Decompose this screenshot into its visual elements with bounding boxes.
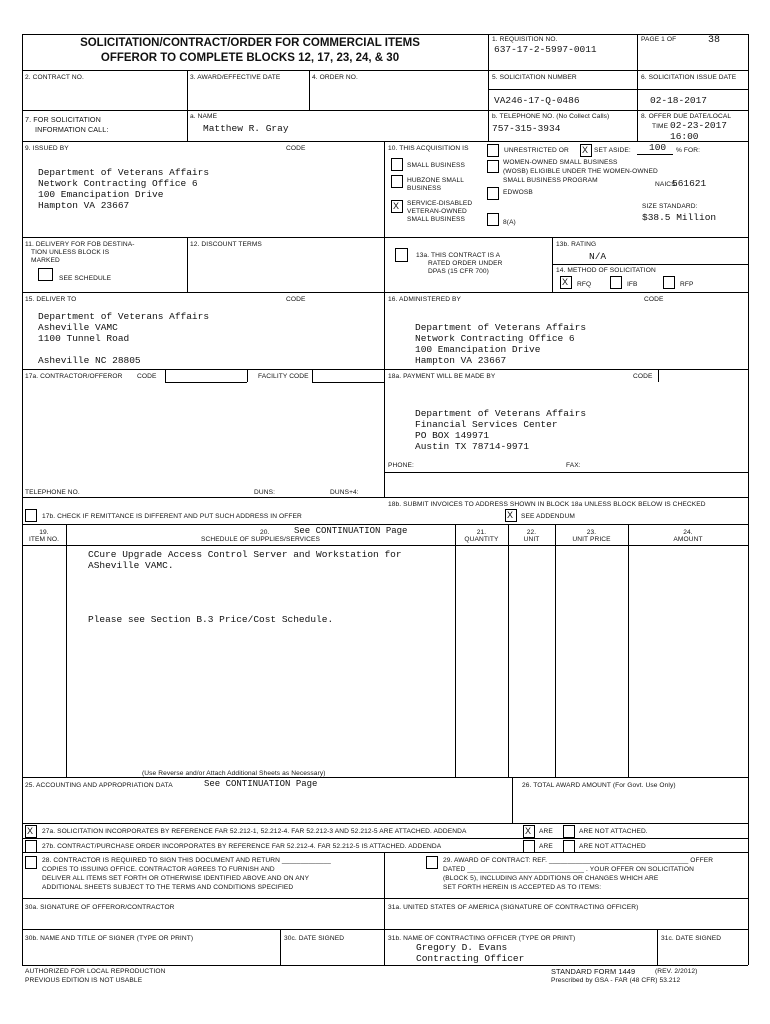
- col24-label: AMOUNT: [673, 536, 703, 543]
- set-aside-pct: 100: [649, 142, 667, 153]
- footer-prescribed: Prescribed by GSA - FAR (48 CFR) 53.212: [551, 977, 681, 984]
- eight-a-checkbox[interactable]: [487, 213, 499, 226]
- set-aside-pct-box[interactable]: [637, 143, 673, 155]
- fob-label-2: TION UNLESS BLOCK IS: [31, 249, 110, 256]
- see-addendum-label: SEE ADDENDUM: [521, 513, 575, 520]
- col21-num: 21.: [476, 529, 487, 536]
- remittance-checkbox[interactable]: [25, 509, 37, 522]
- date30c-label: 30c. DATE SIGNED: [284, 935, 345, 942]
- due-date-label: 8. OFFER DUE DATE/LOCAL: [641, 113, 732, 120]
- wosb-label-1: WOMEN-OWNED SMALL BUSINESS: [503, 159, 618, 166]
- naics-label: NAICS:: [655, 181, 678, 188]
- fob-label-1: 11. DELIVERY FOR FOB DESTINA-: [25, 241, 135, 248]
- 27b-are-not-checkbox[interactable]: [563, 840, 575, 853]
- set-aside-checkbox[interactable]: [580, 144, 592, 157]
- deliver-to-code-label: CODE: [286, 296, 306, 303]
- 29-line1: 29. AWARD OF CONTRACT: REF. _____________________________________ OFFER: [443, 857, 714, 864]
- order-no-label: 4. ORDER NO.: [312, 74, 358, 81]
- facility-code-label: FACILITY CODE: [258, 373, 309, 380]
- rated-order-label-2: RATED ORDER UNDER: [428, 260, 503, 267]
- form-title-line1: SOLICITATION/CONTRACT/ORDER FOR COMMERCIAL ITEMS: [80, 37, 420, 49]
- 27b-text: 27b. CONTRACT/PURCHASE ORDER INCORPORATES BY REFERENCE FAR 52.212-4. FAR 52.212-5 IS ATTACHED. ADDENDA: [42, 843, 442, 850]
- 27a-checkbox[interactable]: [25, 825, 37, 838]
- rfp-label: RFP: [680, 281, 694, 288]
- requisition-number[interactable]: 637-17-2-5997-0011: [494, 44, 597, 55]
- info-call-label-2: INFORMATION CALL:: [35, 125, 109, 134]
- 27a-text: 27a. SOLICITATION INCORPORATES BY REFERENCE FAR 52.212-1, 52.212-4. FAR 52.212-3 AND 52.212-5 ARE ATTACHED. ADDENDA: [42, 828, 467, 835]
- 29-checkbox[interactable]: [426, 856, 438, 869]
- 27a-are-not-label: ARE NOT ATTACHED.: [579, 828, 648, 835]
- 28-line3: DELIVER ALL ITEMS SET FORTH OR OTHERWISE IDENTIFIED ABOVE AND ON ANY: [42, 875, 310, 882]
- solicitation-no-label: 5. SOLICITATION NUMBER: [492, 74, 577, 81]
- issue-date[interactable]: 02-18-2017: [650, 95, 708, 106]
- col20-label: SCHEDULE OF SUPPLIES/SERVICES: [201, 536, 320, 543]
- hubzone-label-2: BUSINESS: [407, 185, 442, 192]
- sdvosb-label-1: SERVICE-DISABLED: [407, 200, 473, 207]
- due-time[interactable]: 16:00: [670, 131, 699, 142]
- sig31a-label: 31a. UNITED STATES OF AMERICA (SIGNATURE OF CONTRACTING OFFICER): [388, 904, 639, 911]
- phone-field-label: PHONE:: [388, 462, 414, 469]
- 28-line1: 28. CONTRACTOR IS REQUIRED TO SIGN THIS DOCUMENT AND RETURN _____________: [42, 857, 331, 864]
- 27b-are-not-label: ARE NOT ATTACHED: [579, 843, 646, 850]
- 28-line2: COPIES TO ISSUING OFFICE. CONTRACTOR AGREES TO FURNISH AND: [42, 866, 275, 873]
- small-business-label: SMALL BUSINESS: [407, 162, 465, 169]
- col22-label: UNIT: [523, 536, 540, 543]
- name30b-label: 30b. NAME AND TITLE OF SIGNER (TYPE OR PRINT): [25, 935, 194, 942]
- name-label: a. NAME: [190, 113, 218, 120]
- rated-order-label-1: 13a. THIS CONTRACT IS A: [416, 252, 501, 259]
- size-standard[interactable]: $38.5 Million: [642, 212, 717, 223]
- telephone-label: TELEPHONE NO.: [25, 489, 80, 496]
- deliver-to-address: Department of Veterans Affairs Asheville VAMC 1100 Tunnel Road Asheville NC 28805: [38, 311, 210, 366]
- info-call-label-1: 7. FOR SOLICITATION: [25, 115, 101, 124]
- accounting-value: See CONTINUATION Page: [204, 779, 318, 789]
- page-label: PAGE 1 OF: [641, 36, 677, 43]
- officer-title: Contracting Officer: [416, 953, 525, 964]
- remittance-label: 17b. CHECK IF REMITTANCE IS DIFFERENT AND PUT SUCH ADDRESS IN OFFER: [42, 513, 302, 520]
- acquisition-label: 10. THIS ACQUISITION IS: [388, 145, 469, 152]
- size-standard-label: SIZE STANDARD:: [642, 203, 698, 210]
- 27a-are-label: ARE: [539, 828, 553, 835]
- rfq-checkbox[interactable]: [560, 276, 572, 289]
- col20-num: 20.: [260, 529, 270, 536]
- payment-by-address: Department of Veterans Affairs Financial Services Center PO BOX 149971 Austin TX 78714-9971: [415, 408, 587, 452]
- col19-num: 19.: [39, 529, 49, 536]
- col23-label: UNIT PRICE: [572, 536, 611, 543]
- deliver-to-label: 15. DELIVER TO: [25, 296, 77, 303]
- fob-label-3: MARKED: [31, 257, 60, 264]
- payment-by-code-label: CODE: [633, 373, 653, 380]
- rated-order-label-3: DPAS (15 CFR 700): [428, 268, 489, 275]
- col19-label: ITEM NO.: [28, 536, 60, 543]
- see-schedule-label: SEE SCHEDULE: [59, 275, 112, 282]
- set-aside-label: SET ASIDE:: [594, 147, 631, 154]
- accounting-label: 25. ACCOUNTING AND APPROPRIATION DATA: [25, 782, 173, 789]
- contractor-code-label: CODE: [137, 373, 157, 380]
- edwosb-label: EDWOSB: [503, 189, 533, 196]
- sdvosb-label-2: VETERAN-OWNED: [407, 208, 467, 215]
- rfq-label: RFQ: [577, 281, 592, 288]
- hubzone-checkbox[interactable]: [391, 175, 403, 188]
- rated-order-checkbox[interactable]: [395, 248, 408, 262]
- due-date[interactable]: 02-23-2017: [670, 120, 728, 131]
- 28-line4: ADDITIONAL SHEETS SUBJECT TO THE TERMS AND CONDITIONS SPECIFIED: [42, 884, 294, 891]
- solicitation-number[interactable]: VA246-17-Q-0486: [494, 95, 580, 106]
- form-title-line2: OFFEROR TO COMPLETE BLOCKS 12, 17, 23, 24, & 30: [100, 52, 400, 64]
- submit-invoices-label: 18b. SUBMIT INVOICES TO ADDRESS SHOWN IN BLOCK 18a UNLESS BLOCK BELOW IS CHECKED: [388, 501, 706, 508]
- administered-by-code-label: CODE: [644, 296, 664, 303]
- phone-label: b. TELEPHONE NO. (No Collect Calls): [492, 113, 610, 120]
- unrestricted-label: UNRESTRICTED OR: [504, 147, 569, 154]
- issued-by-label: 9. ISSUED BY: [25, 145, 69, 152]
- unrestricted-checkbox[interactable]: [487, 144, 499, 157]
- sig30a-label: 30a. SIGNATURE OF OFFEROR/CONTRACTOR: [25, 904, 175, 911]
- col20-continuation: See CONTINUATION Page: [294, 526, 408, 536]
- ifb-label: IFB: [627, 281, 638, 288]
- 29-line3: (BLOCK 5), INCLUDING ANY ADDITIONS OR CHANGES WHICH ARE: [443, 875, 659, 882]
- officer-name: Gregory D. Evans: [416, 942, 508, 953]
- date31c-label: 31c. DATE SIGNED: [661, 935, 722, 942]
- naics-code[interactable]: 561621: [672, 178, 707, 189]
- total-award-label: 26. TOTAL AWARD AMOUNT (For Govt. Use Only): [522, 782, 676, 789]
- due-time-label: TIME: [652, 123, 669, 130]
- 27b-are-checkbox[interactable]: [523, 840, 535, 853]
- name31b-label: 31b. NAME OF CONTRACTING OFFICER (TYPE OR PRINT): [388, 935, 576, 942]
- duns4-label: DUNS+4:: [330, 489, 359, 496]
- 27a-are-not-checkbox[interactable]: [563, 825, 575, 838]
- footer-previous-edition: PREVIOUS EDITION IS NOT USABLE: [25, 977, 143, 984]
- see-addendum-checkbox[interactable]: [505, 509, 517, 522]
- sdvosb-checkbox[interactable]: [391, 200, 403, 213]
- col22-num: 22.: [526, 529, 537, 536]
- wosb-label-3: SMALL BUSINESS PROGRAM: [503, 177, 598, 184]
- administered-by-address: Department of Veterans Affairs Network Contracting Office 6 100 Emancipation Drive Hampton VA 23667: [415, 322, 587, 366]
- duns-label: DUNS:: [254, 489, 276, 496]
- item-note: Please see Section B.3 Price/Cost Schedule.: [88, 614, 334, 625]
- reverse-note: (Use Reverse and/or Attach Additional Sheets as Necessary): [142, 770, 326, 777]
- 28-checkbox[interactable]: [25, 856, 37, 869]
- contractor-label: 17a. CONTRACTOR/OFFEROR: [25, 373, 123, 380]
- edwosb-checkbox[interactable]: [487, 187, 499, 200]
- 29-line2: DATED _______________________________ . YOUR OFFER ON SOLICITATION: [443, 866, 694, 873]
- issued-by-code-label: CODE: [286, 145, 306, 152]
- requisition-label: 1. REQUISITION NO.: [492, 36, 558, 43]
- footer-revision: (REV. 2/2012): [655, 968, 698, 975]
- page-total: 38: [708, 35, 721, 46]
- hubzone-label-1: HUBZONE SMALL: [407, 177, 464, 184]
- see-schedule-checkbox[interactable]: [38, 268, 53, 281]
- wosb-checkbox[interactable]: [487, 160, 499, 173]
- footer-form-name: STANDARD FORM 1449: [551, 967, 636, 976]
- payment-by-label: 18a. PAYMENT WILL BE MADE BY: [388, 373, 496, 380]
- footer-reproduction: AUTHORIZED FOR LOCAL REPRODUCTION: [25, 968, 166, 975]
- contact-phone[interactable]: 757-315-3934: [492, 123, 561, 134]
- wosb-label-2: (WOSB) ELIGIBLE UNDER THE WOMEN-OWNED: [503, 168, 658, 175]
- contact-name[interactable]: Matthew R. Gray: [203, 123, 289, 134]
- 27b-checkbox[interactable]: [25, 840, 37, 853]
- form-title: [30, 36, 470, 66]
- issued-by-address: Department of Veterans Affairs Network Contracting Office 6 100 Emancipation Drive Hampton VA 23667: [38, 167, 210, 211]
- method-label: 14. METHOD OF SOLICITATION: [556, 267, 656, 274]
- col24-num: 24.: [683, 529, 693, 536]
- ifb-checkbox[interactable]: [610, 276, 622, 289]
- sdvosb-label-3: SMALL BUSINESS: [407, 216, 465, 223]
- discount-terms-label: 12. DISCOUNT TERMS: [190, 241, 262, 248]
- rfp-checkbox[interactable]: [663, 276, 675, 289]
- 27b-are-label: ARE: [539, 843, 553, 850]
- col23-num: 23.: [586, 529, 597, 536]
- fax-field-label: FAX:: [566, 462, 581, 469]
- 29-line4: SET FORTH HEREIN IS ACCEPTED AS TO ITEMS:: [443, 884, 602, 891]
- rating-label: 13b. RATING: [556, 241, 597, 248]
- 27a-are-checkbox[interactable]: [523, 825, 535, 838]
- pct-for-label: % FOR:: [676, 147, 701, 154]
- col21-label: QUANTITY: [464, 536, 499, 543]
- rating-value[interactable]: N/A: [589, 251, 607, 262]
- administered-by-label: 16. ADMINISTERED BY: [388, 296, 461, 303]
- item-description: CCure Upgrade Access Control Server and Workstation for ASheville VAMC.: [88, 549, 402, 571]
- contract-no-label: 2. CONTRACT NO.: [25, 74, 84, 81]
- issue-date-label: 6. SOLICITATION ISSUE DATE: [641, 74, 737, 81]
- award-date-label: 3. AWARD/EFFECTIVE DATE: [190, 74, 281, 81]
- eight-a-label: 8(A): [503, 219, 516, 226]
- small-business-checkbox[interactable]: [391, 158, 403, 171]
